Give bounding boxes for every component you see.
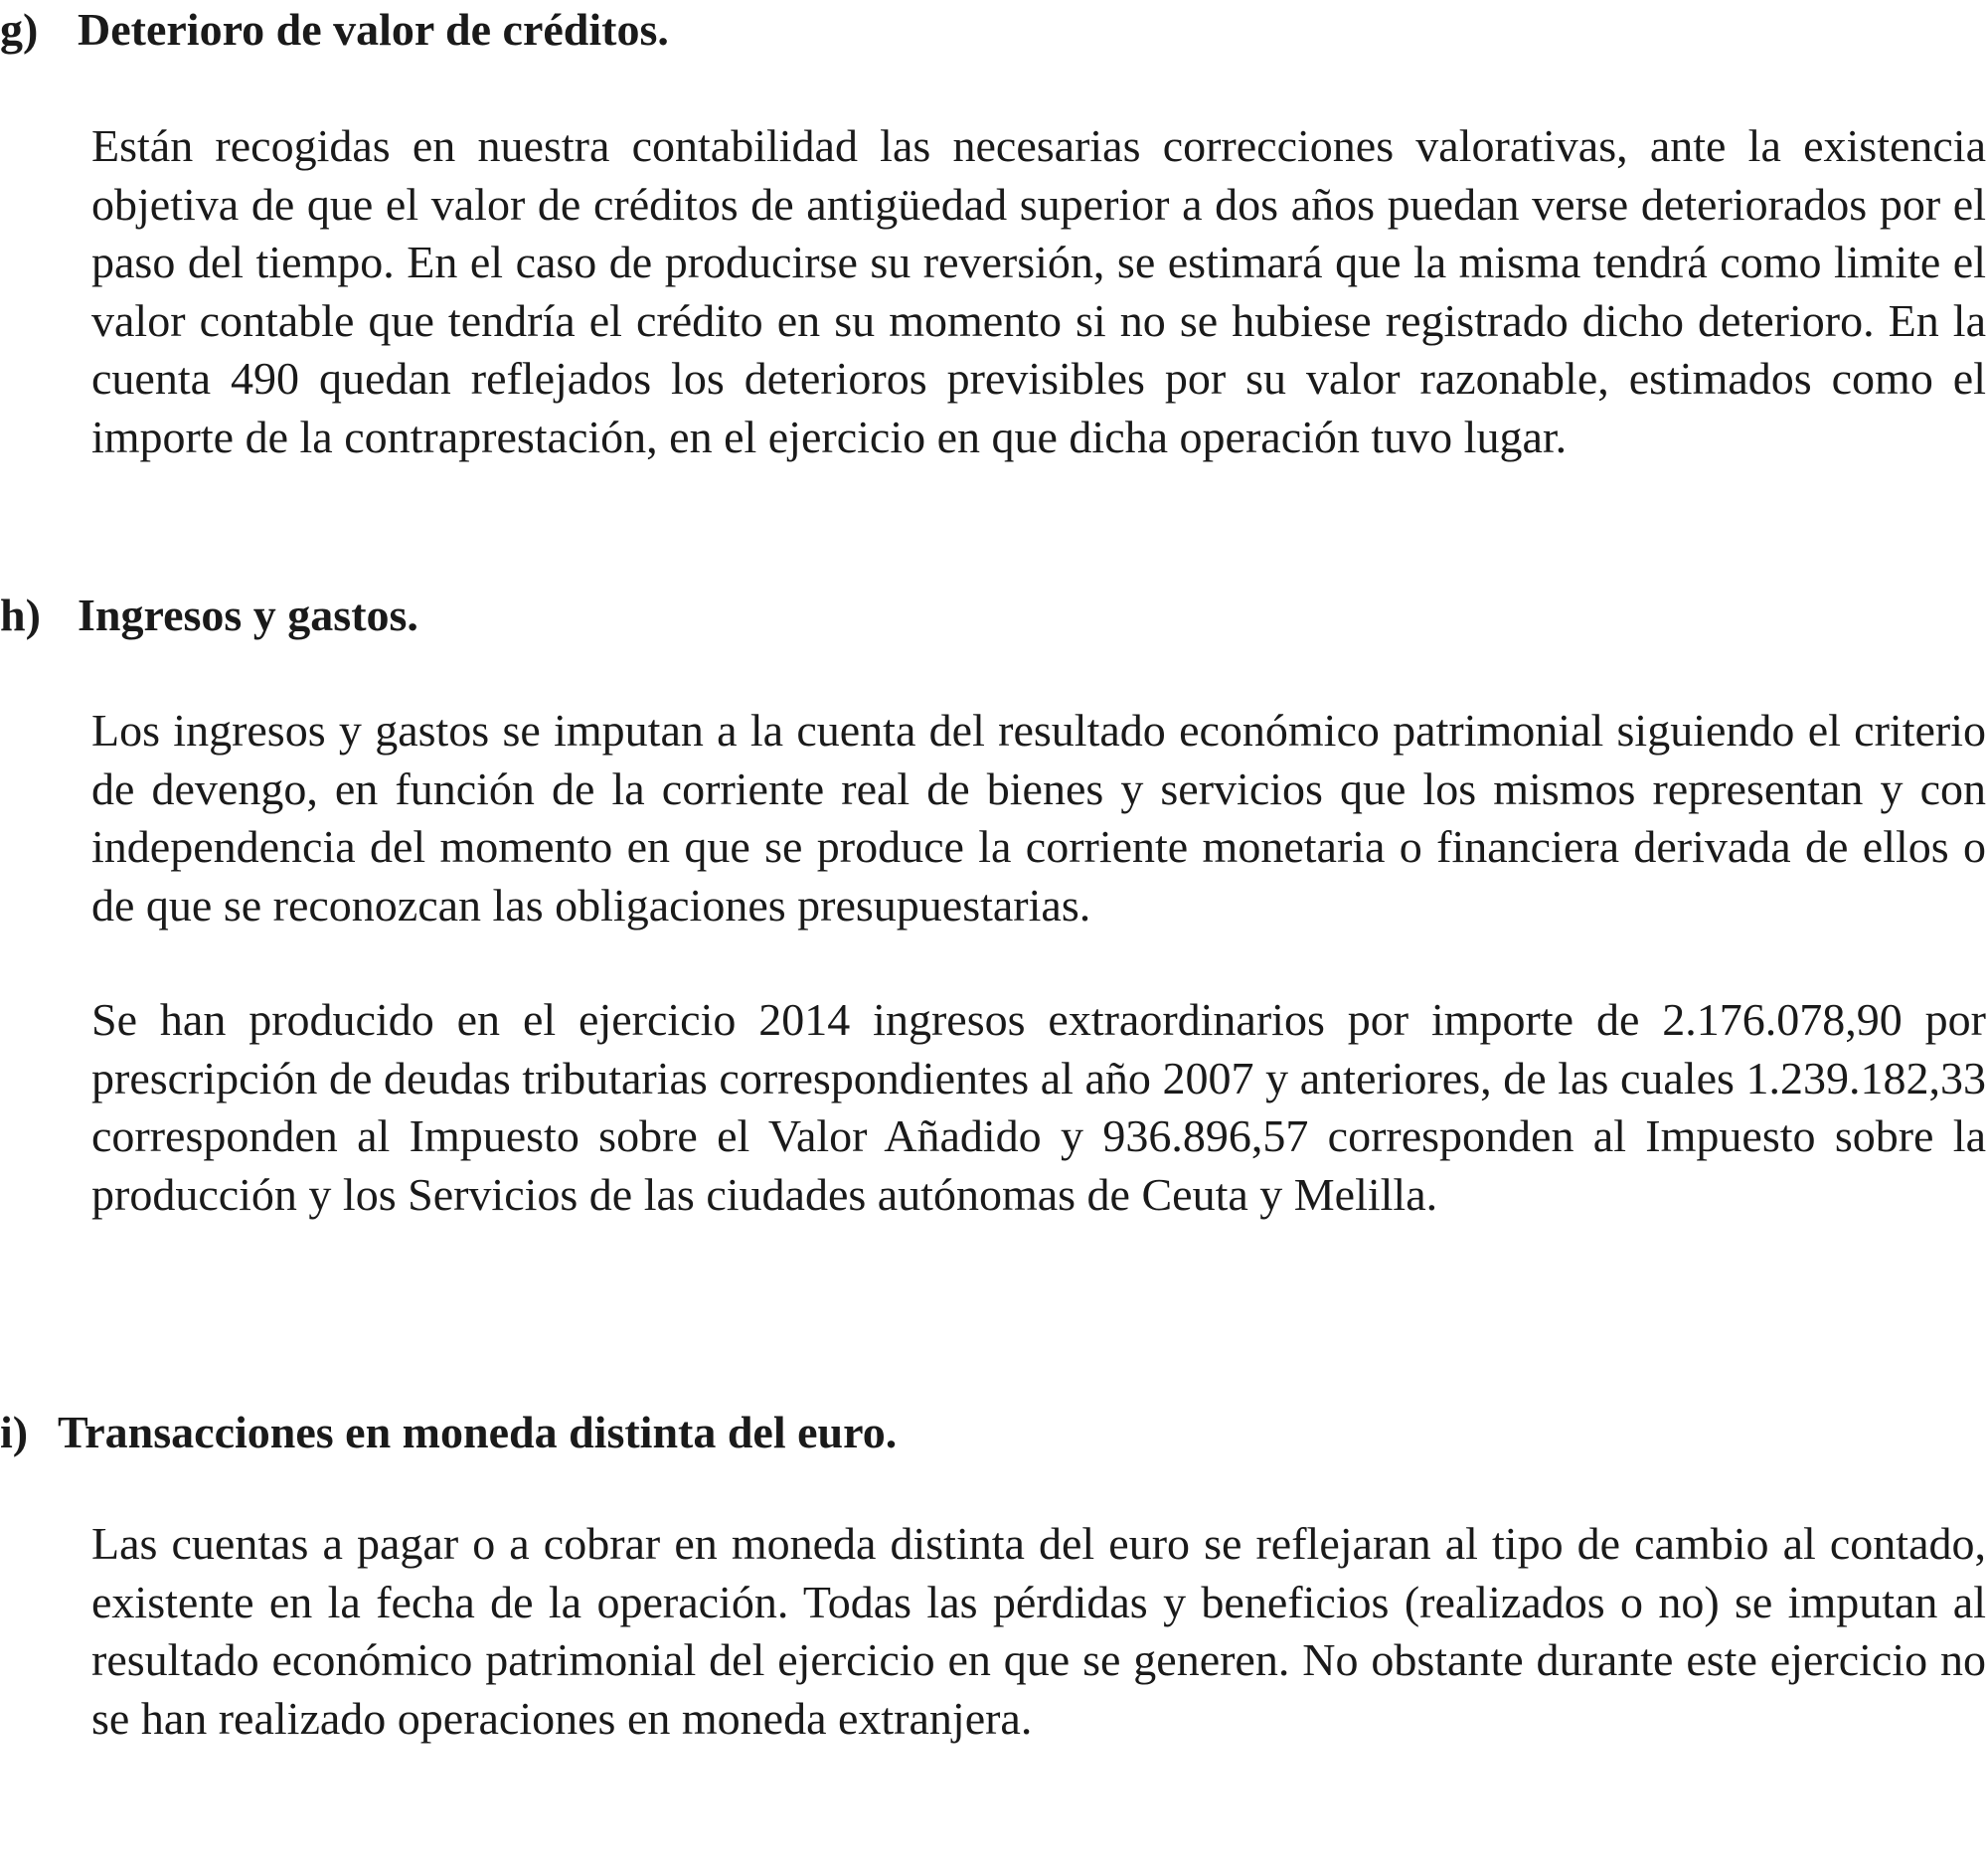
section-title: Ingresos y gastos. [78, 590, 418, 640]
section-title: Deterioro de valor de créditos. [78, 4, 669, 55]
section-heading-g [0, 2, 669, 58]
section-title: Transacciones en moneda distinta del euro. [58, 1407, 898, 1457]
section-paragraph: Están recogidas en nuestra contabilidad las necesarias correcciones valorativas, ante la existencia objetiva de que el valor de créditos de antigüedad superior a dos años puedan verse deteriorados por el paso del tiempo. En el caso de producirse su reversión, se estimará que la misma tendrá como limite el valor contable que tendría el crédito en su momento si no se hubiese registrado dicho deterioro. En la cuenta 490 quedan reflejados los deterioros previsibles por su valor razonable, estimados como el importe de la contraprestación, en el ejercicio en que dicha operación tuvo lugar. [91, 120, 1986, 462]
section-paragraph: Se han producido en el ejercicio 2014 ingresos extraordinarios por importe de 2.176.078,90 por prescripción de deudas tributarias correspondientes al año 2007 y anteriores, de las cuales 1.239.182,33 corresponden al Impuesto sobre el Valor Añadido y 936.896,57 corresponden al Impuesto sobre la producción y los Servicios de las ciudades autónomas de Ceuta y Melilla. [91, 994, 1986, 1220]
section-letter: g) [0, 4, 39, 55]
section-letter: h) [0, 590, 41, 640]
section-heading-h [0, 588, 418, 643]
section-paragraph: Las cuentas a pagar o a cobrar en moneda distinta del euro se reflejaran al tipo de cambio al contado, existente en la fecha de la operación. Todas las pérdidas y beneficios (realizados o no) se imputan al resultado económico patrimonial del ejercicio en que se generen. No obstante durante este ejercicio no se han realizado operaciones en moneda extranjera. [91, 1518, 1986, 1744]
section-letter: i) [0, 1407, 29, 1457]
section-paragraph: Los ingresos y gastos se imputan a la cuenta del resultado económico patrimonial siguiendo el criterio de devengo, en función de la corriente real de bienes y servicios que los mismos representan y con independencia del momento en que se produce la corriente monetaria o financiera derivada de ellos o de que se reconozcan las obligaciones presupuestarias. [91, 705, 1986, 931]
section-heading-i [0, 1405, 897, 1460]
